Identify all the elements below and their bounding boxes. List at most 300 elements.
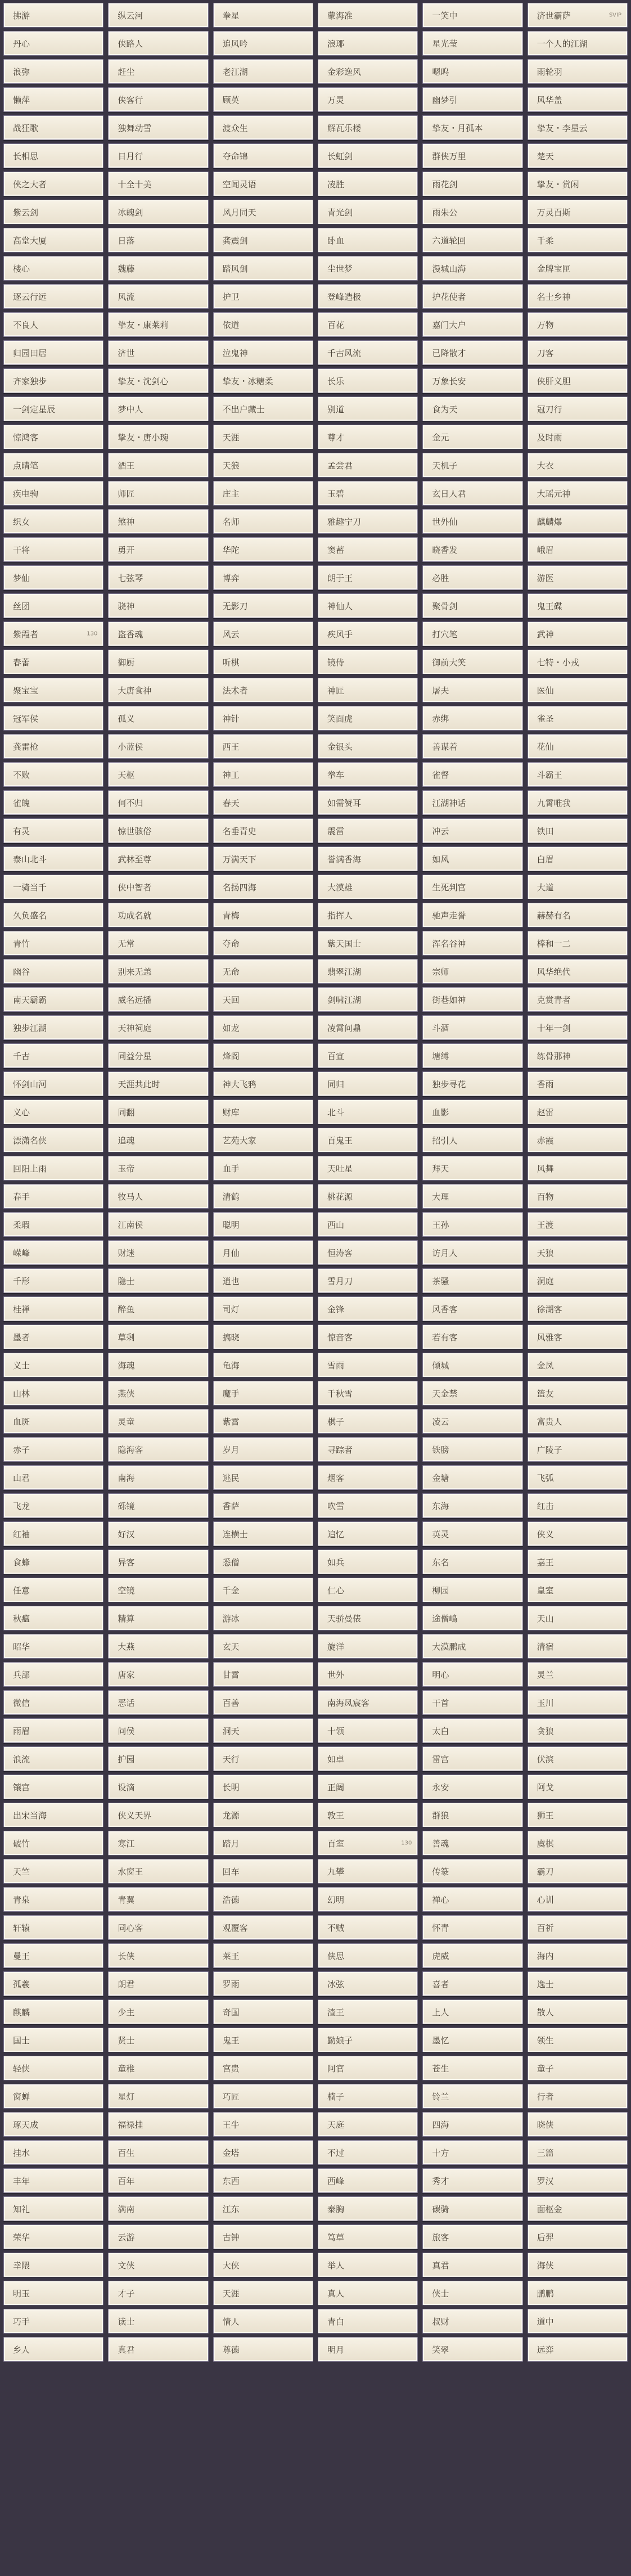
title-cell[interactable]: [213, 115, 313, 140]
title-cell[interactable]: [3, 1493, 103, 1518]
title-cell[interactable]: [3, 115, 103, 140]
title-cell[interactable]: [213, 453, 313, 478]
title-cell[interactable]: [3, 2056, 103, 2080]
title-cell[interactable]: [528, 593, 628, 618]
title-cell[interactable]: [422, 1156, 522, 1181]
title-cell[interactable]: [213, 1999, 313, 2024]
title-cell[interactable]: [422, 2224, 522, 2249]
title-cell[interactable]: [318, 1409, 418, 1434]
title-cell[interactable]: [318, 1296, 418, 1321]
title-cell[interactable]: [318, 2112, 418, 2137]
title-cell[interactable]: [422, 650, 522, 674]
title-cell[interactable]: [108, 1718, 208, 1743]
title-cell[interactable]: [108, 1100, 208, 1124]
title-cell[interactable]: [108, 987, 208, 1012]
title-cell[interactable]: [108, 1071, 208, 1096]
title-cell[interactable]: [528, 650, 628, 674]
title-cell[interactable]: [3, 509, 103, 534]
title-cell[interactable]: [108, 1409, 208, 1434]
title-cell[interactable]: [3, 1718, 103, 1743]
title-cell[interactable]: [528, 931, 628, 956]
title-cell[interactable]: [3, 425, 103, 449]
title-cell[interactable]: [213, 59, 313, 84]
title-cell[interactable]: [318, 1071, 418, 1096]
title-cell[interactable]: [3, 2168, 103, 2193]
title-cell[interactable]: [528, 1409, 628, 1434]
title-cell[interactable]: [3, 1971, 103, 1996]
title-cell[interactable]: [108, 2337, 208, 2362]
title-cell[interactable]: [422, 1409, 522, 1434]
title-cell[interactable]: [213, 1578, 313, 1602]
title-cell[interactable]: [528, 115, 628, 140]
title-cell[interactable]: [528, 1606, 628, 1631]
title-cell[interactable]: [318, 1465, 418, 1490]
title-cell[interactable]: [213, 2084, 313, 2109]
title-cell[interactable]: [422, 115, 522, 140]
title-cell[interactable]: [422, 2196, 522, 2221]
title-cell[interactable]: [3, 1859, 103, 1884]
title-cell[interactable]: [108, 650, 208, 674]
title-cell[interactable]: [318, 790, 418, 815]
title-cell[interactable]: [318, 1690, 418, 1715]
title-cell[interactable]: [528, 87, 628, 112]
title-cell[interactable]: [108, 537, 208, 562]
title-cell[interactable]: [213, 1775, 313, 1799]
title-cell[interactable]: [213, 1887, 313, 1912]
title-cell[interactable]: [213, 2309, 313, 2334]
title-cell[interactable]: [318, 1971, 418, 1996]
title-cell[interactable]: [528, 1550, 628, 1574]
title-cell[interactable]: [108, 31, 208, 56]
title-cell[interactable]: [108, 1803, 208, 1827]
title-cell[interactable]: [3, 1775, 103, 1799]
title-cell[interactable]: [3, 2281, 103, 2305]
title-cell[interactable]: [528, 425, 628, 449]
title-cell[interactable]: [318, 2196, 418, 2221]
title-cell[interactable]: [3, 1212, 103, 1237]
title-cell[interactable]: [213, 425, 313, 449]
title-cell[interactable]: [528, 368, 628, 393]
title-cell[interactable]: [213, 1943, 313, 1968]
title-cell[interactable]: [318, 340, 418, 365]
title-cell[interactable]: [3, 2337, 103, 2362]
title-cell[interactable]: [213, 2056, 313, 2080]
title-cell[interactable]: [108, 509, 208, 534]
title-cell[interactable]: [213, 1409, 313, 1434]
title-cell[interactable]: [318, 31, 418, 56]
title-cell[interactable]: [422, 987, 522, 1012]
title-cell[interactable]: [213, 875, 313, 899]
title-cell[interactable]: [213, 228, 313, 253]
title-cell[interactable]: [108, 959, 208, 984]
title-cell[interactable]: [213, 987, 313, 1012]
title-cell[interactable]: [422, 1212, 522, 1237]
title-cell[interactable]: [108, 2253, 208, 2277]
title-cell[interactable]: [528, 1578, 628, 1602]
title-cell[interactable]: [108, 481, 208, 506]
title-cell[interactable]: [528, 818, 628, 843]
title-cell[interactable]: [422, 481, 522, 506]
title-cell[interactable]: [422, 1240, 522, 1265]
title-cell[interactable]: [213, 1634, 313, 1659]
title-cell[interactable]: [3, 87, 103, 112]
title-cell[interactable]: [318, 593, 418, 618]
title-cell[interactable]: [108, 425, 208, 449]
title-cell[interactable]: [213, 903, 313, 927]
title-cell[interactable]: [422, 846, 522, 871]
title-cell[interactable]: [528, 172, 628, 196]
title-cell[interactable]: [3, 340, 103, 365]
title-cell[interactable]: [213, 2140, 313, 2165]
title-cell[interactable]: [108, 1268, 208, 1293]
title-cell[interactable]: [3, 846, 103, 871]
title-cell[interactable]: [528, 987, 628, 1012]
title-cell[interactable]: [528, 1128, 628, 1152]
title-cell[interactable]: [318, 2168, 418, 2193]
title-cell[interactable]: [528, 453, 628, 478]
title-cell[interactable]: [108, 678, 208, 702]
title-cell[interactable]: [213, 368, 313, 393]
title-cell[interactable]: [213, 2168, 313, 2193]
title-cell[interactable]: [528, 706, 628, 731]
title-cell[interactable]: [422, 565, 522, 590]
title-cell[interactable]: [318, 172, 418, 196]
title-cell[interactable]: [528, 2028, 628, 2052]
title-cell[interactable]: [213, 959, 313, 984]
title-cell[interactable]: [3, 1156, 103, 1181]
title-cell[interactable]: [213, 762, 313, 787]
title-cell[interactable]: [528, 256, 628, 281]
title-cell[interactable]: [213, 87, 313, 112]
title-cell[interactable]: [422, 1268, 522, 1293]
title-cell[interactable]: [108, 1212, 208, 1237]
title-cell[interactable]: [108, 2224, 208, 2249]
title-cell[interactable]: [108, 706, 208, 731]
title-cell[interactable]: [422, 1381, 522, 1406]
title-cell[interactable]: [422, 1943, 522, 1968]
title-cell[interactable]: [3, 678, 103, 702]
title-cell[interactable]: [213, 1971, 313, 1996]
title-cell[interactable]: [422, 228, 522, 253]
title-cell[interactable]: [422, 1662, 522, 1687]
title-cell[interactable]: [108, 397, 208, 421]
title-cell[interactable]: [3, 1015, 103, 1040]
title-cell[interactable]: [422, 593, 522, 618]
title-cell[interactable]: [3, 1184, 103, 1209]
title-cell[interactable]: [3, 2309, 103, 2334]
title-cell[interactable]: [213, 1268, 313, 1293]
title-cell[interactable]: [318, 1606, 418, 1631]
title-cell[interactable]: [318, 1015, 418, 1040]
title-cell[interactable]: [318, 1803, 418, 1827]
title-cell[interactable]: [528, 1634, 628, 1659]
title-cell[interactable]: [213, 846, 313, 871]
title-cell[interactable]: [108, 2168, 208, 2193]
title-cell[interactable]: [422, 1915, 522, 1940]
title-cell[interactable]: [213, 2337, 313, 2362]
title-cell[interactable]: [422, 1606, 522, 1631]
title-cell[interactable]: [422, 1690, 522, 1715]
title-cell[interactable]: [213, 678, 313, 702]
title-cell[interactable]: [318, 565, 418, 590]
title-cell[interactable]: [528, 2196, 628, 2221]
title-cell[interactable]: [318, 875, 418, 899]
title-cell[interactable]: [318, 2140, 418, 2165]
title-cell[interactable]: [3, 256, 103, 281]
title-cell[interactable]: [318, 1999, 418, 2024]
title-cell[interactable]: [422, 818, 522, 843]
title-cell[interactable]: [422, 2168, 522, 2193]
title-cell[interactable]: [528, 397, 628, 421]
title-cell[interactable]: [213, 509, 313, 534]
title-cell[interactable]: [528, 1493, 628, 1518]
title-cell[interactable]: [213, 340, 313, 365]
title-cell[interactable]: [108, 1521, 208, 1546]
title-cell[interactable]: [528, 846, 628, 871]
title-cell[interactable]: [318, 2224, 418, 2249]
title-cell[interactable]: [528, 2112, 628, 2137]
title-cell[interactable]: [318, 1100, 418, 1124]
title-cell[interactable]: [318, 312, 418, 337]
title-cell[interactable]: [318, 1662, 418, 1687]
title-cell[interactable]: [318, 1381, 418, 1406]
title-cell[interactable]: [318, 622, 418, 646]
title-cell[interactable]: [108, 143, 208, 168]
title-cell[interactable]: [108, 115, 208, 140]
title-cell[interactable]: [422, 397, 522, 421]
title-cell[interactable]: [108, 1043, 208, 1068]
title-cell[interactable]: [318, 706, 418, 731]
title-cell[interactable]: [422, 2140, 522, 2165]
title-cell[interactable]: [318, 1184, 418, 1209]
title-cell[interactable]: [108, 818, 208, 843]
title-cell[interactable]: [3, 397, 103, 421]
title-cell[interactable]: [528, 1465, 628, 1490]
title-cell[interactable]: [528, 1212, 628, 1237]
title-cell[interactable]: [318, 1943, 418, 1968]
title-cell[interactable]: [213, 1100, 313, 1124]
title-cell[interactable]: [108, 2196, 208, 2221]
title-cell[interactable]: [213, 31, 313, 56]
title-cell[interactable]: [318, 1634, 418, 1659]
title-cell[interactable]: [3, 2196, 103, 2221]
title-cell[interactable]: [3, 1943, 103, 1968]
title-cell[interactable]: [422, 762, 522, 787]
title-cell[interactable]: [108, 256, 208, 281]
title-cell[interactable]: [213, 1746, 313, 1771]
title-cell[interactable]: [213, 256, 313, 281]
title-cell[interactable]: [3, 2140, 103, 2165]
title-cell[interactable]: [422, 1746, 522, 1771]
title-cell[interactable]: [108, 1775, 208, 1799]
title-cell[interactable]: [213, 3, 313, 28]
title-cell[interactable]: [213, 2281, 313, 2305]
title-cell[interactable]: [3, 481, 103, 506]
title-cell[interactable]: [528, 228, 628, 253]
title-cell[interactable]: [213, 1437, 313, 1462]
title-cell[interactable]: [213, 1550, 313, 1574]
title-cell[interactable]: [528, 31, 628, 56]
title-cell[interactable]: [422, 1859, 522, 1884]
title-cell[interactable]: [422, 2281, 522, 2305]
title-cell[interactable]: [213, 1381, 313, 1406]
title-cell[interactable]: [318, 762, 418, 787]
title-cell[interactable]: [318, 1859, 418, 1884]
title-cell[interactable]: [213, 650, 313, 674]
title-cell[interactable]: [3, 1043, 103, 1068]
title-cell[interactable]: [108, 1184, 208, 1209]
title-cell[interactable]: [318, 368, 418, 393]
title-cell[interactable]: [422, 3, 522, 28]
title-cell[interactable]: [422, 453, 522, 478]
title-cell[interactable]: [528, 565, 628, 590]
title-cell[interactable]: [213, 1296, 313, 1321]
title-cell[interactable]: [528, 1156, 628, 1181]
title-cell[interactable]: [528, 734, 628, 759]
title-cell[interactable]: [108, 1690, 208, 1715]
title-cell[interactable]: [213, 2196, 313, 2221]
title-cell[interactable]: [318, 481, 418, 506]
title-cell[interactable]: [108, 1465, 208, 1490]
title-cell[interactable]: [3, 228, 103, 253]
title-cell[interactable]: [422, 1353, 522, 1377]
title-cell[interactable]: [318, 1240, 418, 1265]
title-cell[interactable]: [213, 1606, 313, 1631]
title-cell[interactable]: [528, 2281, 628, 2305]
title-cell[interactable]: [213, 1493, 313, 1518]
title-cell[interactable]: [108, 1493, 208, 1518]
title-cell[interactable]: [108, 1156, 208, 1181]
title-cell[interactable]: [422, 1128, 522, 1152]
title-cell[interactable]: [318, 2084, 418, 2109]
title-cell[interactable]: [422, 875, 522, 899]
title-cell[interactable]: [3, 622, 103, 646]
title-cell[interactable]: [3, 903, 103, 927]
title-cell[interactable]: [213, 200, 313, 224]
title-cell[interactable]: [318, 1775, 418, 1799]
title-cell[interactable]: [108, 453, 208, 478]
title-cell[interactable]: [213, 706, 313, 731]
title-cell[interactable]: [528, 1662, 628, 1687]
title-cell[interactable]: [422, 2028, 522, 2052]
title-cell[interactable]: [108, 846, 208, 871]
title-cell[interactable]: [318, 846, 418, 871]
title-cell[interactable]: [3, 312, 103, 337]
title-cell[interactable]: [422, 622, 522, 646]
title-cell[interactable]: [3, 650, 103, 674]
title-cell[interactable]: [422, 1971, 522, 1996]
title-cell[interactable]: [422, 1718, 522, 1743]
title-cell[interactable]: [108, 734, 208, 759]
title-cell[interactable]: [213, 565, 313, 590]
title-cell[interactable]: [213, 481, 313, 506]
title-cell[interactable]: [3, 1240, 103, 1265]
title-cell[interactable]: [318, 2309, 418, 2334]
title-cell[interactable]: [318, 1493, 418, 1518]
title-cell[interactable]: [213, 1521, 313, 1546]
title-cell[interactable]: [108, 228, 208, 253]
title-cell[interactable]: [3, 59, 103, 84]
title-cell[interactable]: [213, 1128, 313, 1152]
title-cell[interactable]: [528, 2168, 628, 2193]
title-cell[interactable]: [528, 2337, 628, 2362]
title-cell[interactable]: [3, 143, 103, 168]
title-cell[interactable]: [422, 903, 522, 927]
title-cell[interactable]: [528, 678, 628, 702]
title-cell[interactable]: [3, 1437, 103, 1462]
title-cell[interactable]: [3, 875, 103, 899]
title-cell[interactable]: [3, 1071, 103, 1096]
title-cell[interactable]: [108, 2112, 208, 2137]
title-cell[interactable]: [318, 1550, 418, 1574]
title-cell[interactable]: [528, 1831, 628, 1856]
title-cell[interactable]: [528, 1353, 628, 1377]
title-cell[interactable]: [108, 2281, 208, 2305]
title-cell[interactable]: [528, 59, 628, 84]
title-cell[interactable]: [318, 1915, 418, 1940]
title-cell[interactable]: [318, 143, 418, 168]
title-cell[interactable]: [3, 706, 103, 731]
title-cell[interactable]: [528, 1887, 628, 1912]
title-cell[interactable]: [318, 284, 418, 309]
title-cell[interactable]: [3, 1409, 103, 1434]
title-cell[interactable]: [528, 790, 628, 815]
title-cell[interactable]: [3, 1268, 103, 1293]
title-cell[interactable]: [528, 1521, 628, 1546]
title-cell[interactable]: [3, 818, 103, 843]
title-cell[interactable]: [213, 818, 313, 843]
title-cell[interactable]: [318, 1043, 418, 1068]
title-cell[interactable]: [213, 537, 313, 562]
title-cell[interactable]: [3, 284, 103, 309]
title-cell[interactable]: [3, 1550, 103, 1574]
title-cell[interactable]: [422, 2112, 522, 2137]
title-cell[interactable]: [108, 2309, 208, 2334]
title-cell[interactable]: [213, 397, 313, 421]
title-cell[interactable]: [213, 1156, 313, 1181]
title-cell[interactable]: [108, 340, 208, 365]
title-cell[interactable]: [528, 959, 628, 984]
title-cell[interactable]: [318, 734, 418, 759]
title-cell[interactable]: [318, 1212, 418, 1237]
title-cell[interactable]: [422, 734, 522, 759]
title-cell[interactable]: [528, 200, 628, 224]
title-cell[interactable]: [3, 537, 103, 562]
title-cell[interactable]: [3, 1887, 103, 1912]
title-cell[interactable]: [3, 1606, 103, 1631]
title-cell[interactable]: [318, 509, 418, 534]
title-cell[interactable]: [528, 1043, 628, 1068]
title-cell[interactable]: [528, 537, 628, 562]
title-cell[interactable]: [528, 1915, 628, 1940]
title-cell[interactable]: [3, 593, 103, 618]
title-cell[interactable]: [318, 1128, 418, 1152]
title-cell[interactable]: [318, 115, 418, 140]
title-cell[interactable]: [528, 1690, 628, 1715]
title-cell[interactable]: [213, 1184, 313, 1209]
title-cell[interactable]: [213, 2253, 313, 2277]
title-cell[interactable]: [108, 1999, 208, 2024]
title-cell[interactable]: [318, 1156, 418, 1181]
title-cell[interactable]: [318, 1437, 418, 1462]
title-cell[interactable]: [3, 2253, 103, 2277]
title-cell[interactable]: [3, 1465, 103, 1490]
title-cell[interactable]: [528, 1859, 628, 1884]
title-cell[interactable]: [422, 1325, 522, 1349]
title-cell[interactable]: [422, 1550, 522, 1574]
title-cell[interactable]: [422, 509, 522, 534]
title-cell[interactable]: [528, 1775, 628, 1799]
